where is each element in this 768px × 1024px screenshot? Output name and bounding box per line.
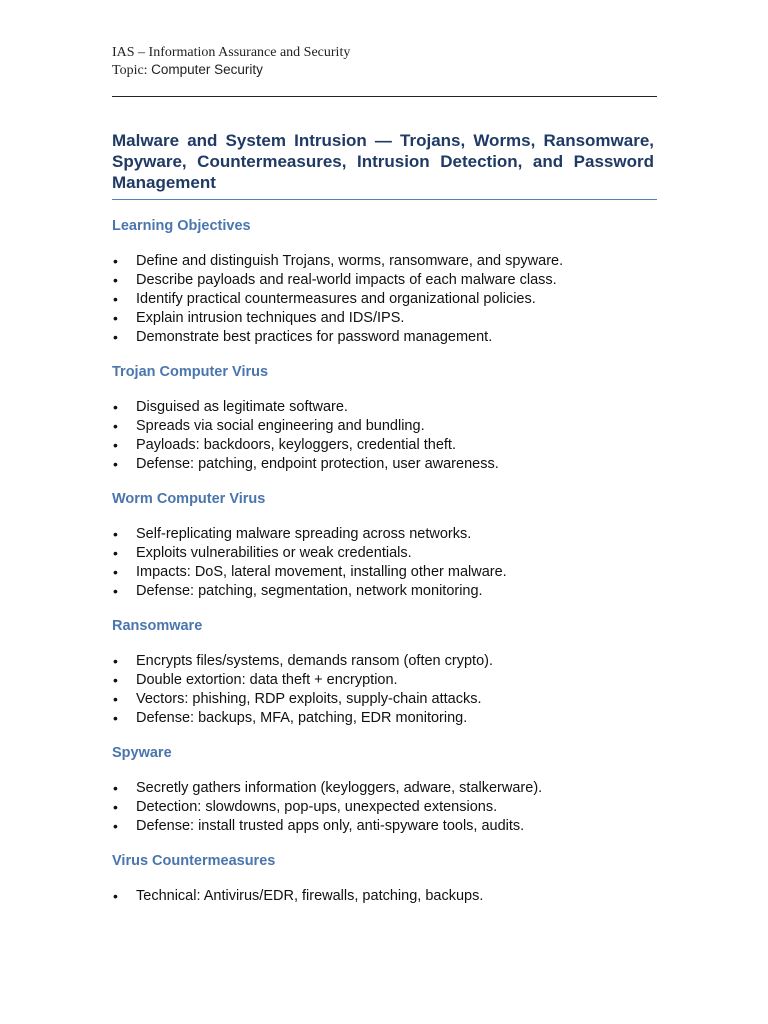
- list-item: • Technical: Antivirus/EDR, firewalls, patching, backups.: [112, 887, 657, 906]
- topic-label: Topic:: [112, 63, 152, 78]
- topic-header: [112, 61, 657, 79]
- section-heading: Worm Computer Virus: [112, 491, 266, 507]
- list-item: • Detection: slowdowns, pop-ups, unexpected extensions.: [112, 798, 657, 817]
- list-item: • Defense: install trusted apps only, anti-spyware tools, audits.: [112, 817, 657, 836]
- list-item: • Explain intrusion techniques and IDS/IPS.: [112, 309, 657, 328]
- list-item: • Encrypts files/systems, demands ransom (often crypto).: [112, 652, 657, 671]
- section-ransomware: [112, 617, 657, 728]
- topic-value: Computer Security: [151, 62, 263, 77]
- list-item: • Defense: patching, endpoint protection, user awareness.: [112, 455, 657, 474]
- header-divider: [112, 96, 657, 97]
- bullet-list: [112, 252, 657, 347]
- document-title: Malware and System Intrusion — Trojans, Worms, Ransomware, Spyware, Countermeasures, Intrusion Detection, and Password Management: [112, 131, 654, 192]
- list-item: • Demonstrate best practices for password management.: [112, 328, 657, 347]
- section-heading: Ransomware: [112, 618, 203, 634]
- section-heading: Learning Objectives: [112, 218, 251, 234]
- list-item: • Vectors: phishing, RDP exploits, supply-chain attacks.: [112, 690, 657, 709]
- bullet-list: [112, 398, 657, 474]
- title-divider: [112, 199, 657, 200]
- list-item: • Defense: patching, segmentation, network monitoring.: [112, 582, 657, 601]
- list-item: • Secretly gathers information (keyloggers, adware, stalkerware).: [112, 779, 657, 798]
- list-item: • Spreads via social engineering and bundling.: [112, 417, 657, 436]
- section-heading: Trojan Computer Virus: [112, 364, 269, 380]
- bullet-list: [112, 525, 657, 601]
- list-item: • Describe payloads and real-world impacts of each malware class.: [112, 271, 657, 290]
- bullet-list: [112, 779, 657, 836]
- document-page: [112, 44, 657, 906]
- section-virus-countermeasures: [112, 852, 657, 906]
- list-item: • Impacts: DoS, lateral movement, installing other malware.: [112, 563, 657, 582]
- section-spyware: [112, 744, 657, 836]
- list-item: • Payloads: backdoors, keyloggers, credential theft.: [112, 436, 657, 455]
- bullet-list: [112, 652, 657, 728]
- list-item: • Identify practical countermeasures and organizational policies.: [112, 290, 657, 309]
- list-item: • Disguised as legitimate software.: [112, 398, 657, 417]
- list-item: • Exploits vulnerabilities or weak credentials.: [112, 544, 657, 563]
- section-trojan: [112, 363, 657, 474]
- section-worm: [112, 490, 657, 601]
- bullet-list: [112, 887, 657, 906]
- list-item: • Defense: backups, MFA, patching, EDR monitoring.: [112, 709, 657, 728]
- section-heading: Spyware: [112, 745, 172, 761]
- list-item: • Double extortion: data theft + encryption.: [112, 671, 657, 690]
- section-heading: Virus Countermeasures: [112, 853, 276, 869]
- course-header: IAS – Information Assurance and Security: [112, 45, 351, 60]
- section-learning-objectives: [112, 217, 657, 347]
- list-item: • Self-replicating malware spreading across networks.: [112, 525, 657, 544]
- list-item: • Define and distinguish Trojans, worms, ransomware, and spyware.: [112, 252, 657, 271]
